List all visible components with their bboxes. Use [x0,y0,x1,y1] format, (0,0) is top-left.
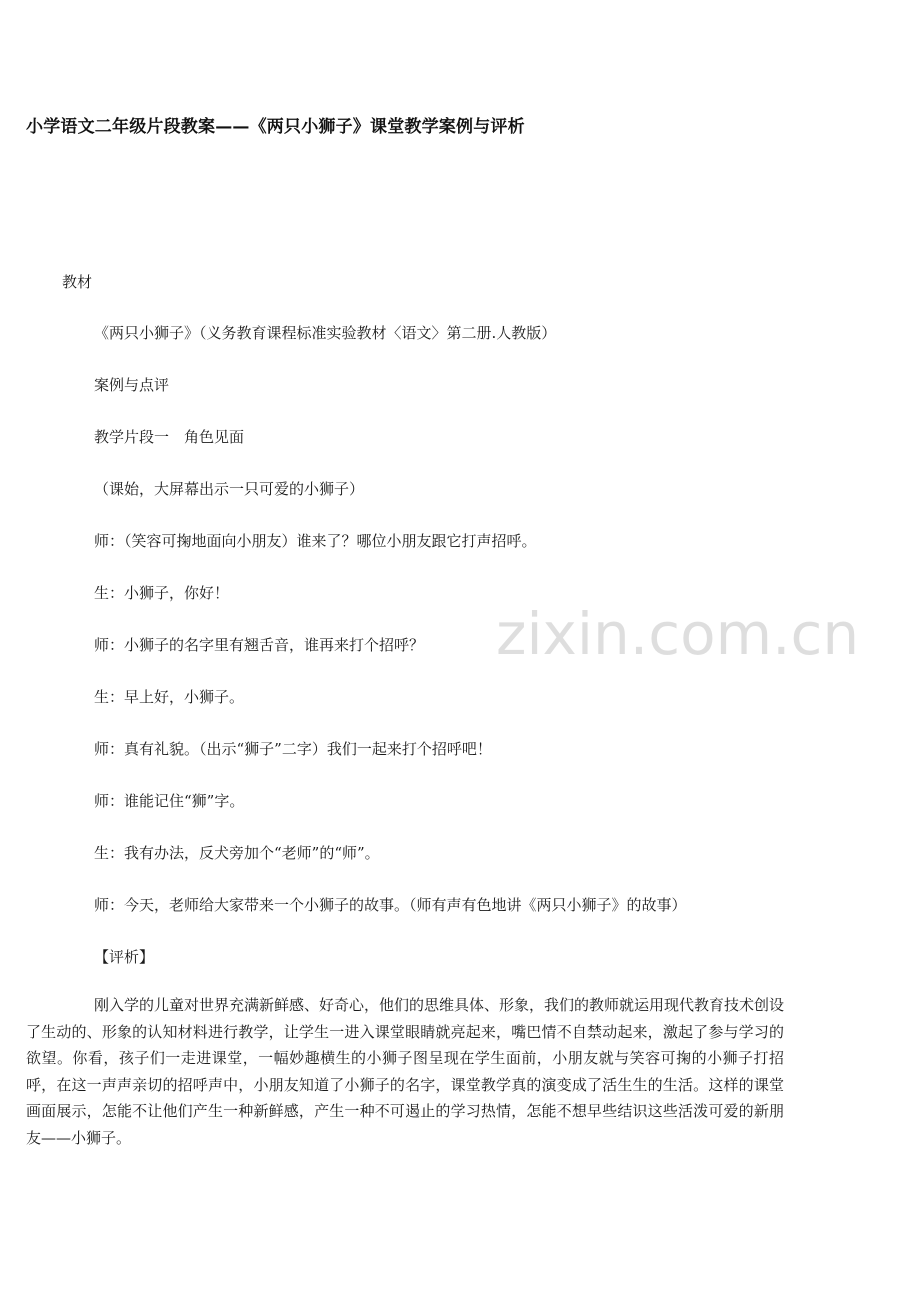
dialogue-line: 生：小狮子，你好！ [94,584,230,602]
segment-heading: 教学片段一 角色见面 [94,428,245,446]
case-heading: 案例与点评 [94,376,170,394]
dialogue-line: 生：我有办法，反犬旁加个“老师”的“师”。 [94,844,380,862]
analysis-heading: 【评析】 [94,948,155,966]
stage-direction: （课始，大屏幕出示一只可爱的小狮子） [94,480,365,498]
document-title: 小学语文二年级片段教案——《两只小狮子》课堂教学案例与评析 [26,117,525,137]
dialogue-line: 师：（笑容可掬地面向小朋友）谁来了？哪位小朋友跟它打声招呼。 [94,532,537,550]
analysis-paragraph: 刚入学的儿童对世界充满新鲜感、好奇心，他们的思维具体、形象，我们的教师就运用现代教育技术创设了生动的、形象的认知材料进行教学，让学生一进入课堂眼睛就亮起来，嘴巴情不自禁动起来，激起了参与学习的欲望。你看，孩子们一走进课堂，一幅妙趣横生的小狮子图呈现在学生面前，小朋友就与笑容可掬的小狮子打招呼，在这一声声亲切的招呼声中，小朋友知道了小狮子的名字，课堂教学真的演变成了活生生的生活。这样的课堂画面展示，怎能不让他们产生一种新鲜感，产生一种不可遏止的学习热情，怎能不想早些结识这些活泼可爱的新朋友——小狮子。 [26,996,785,1147]
section-label-material: 教材 [62,273,93,291]
dialogue-line: 师：今天，老师给大家带来一个小狮子的故事。（师有声有色地讲《两只小狮子》的故事） [94,896,687,914]
dialogue-line: 师：小狮子的名字里有翘舌音，谁再来打个招呼？ [94,636,425,654]
textbook-source-line: 《两只小狮子》（义务教育课程标准实验教材〈语文〉第二册.人教版） [94,324,557,342]
dialogue-line: 生：早上好，小狮子。 [94,688,245,706]
dialogue-line: 师：谁能记住“狮”字。 [94,792,245,810]
dialogue-line: 师：真有礼貌。（出示“狮子”二字）我们一起来打个招呼吧！ [94,740,492,758]
watermark: zixin.com.cn [496,600,860,668]
